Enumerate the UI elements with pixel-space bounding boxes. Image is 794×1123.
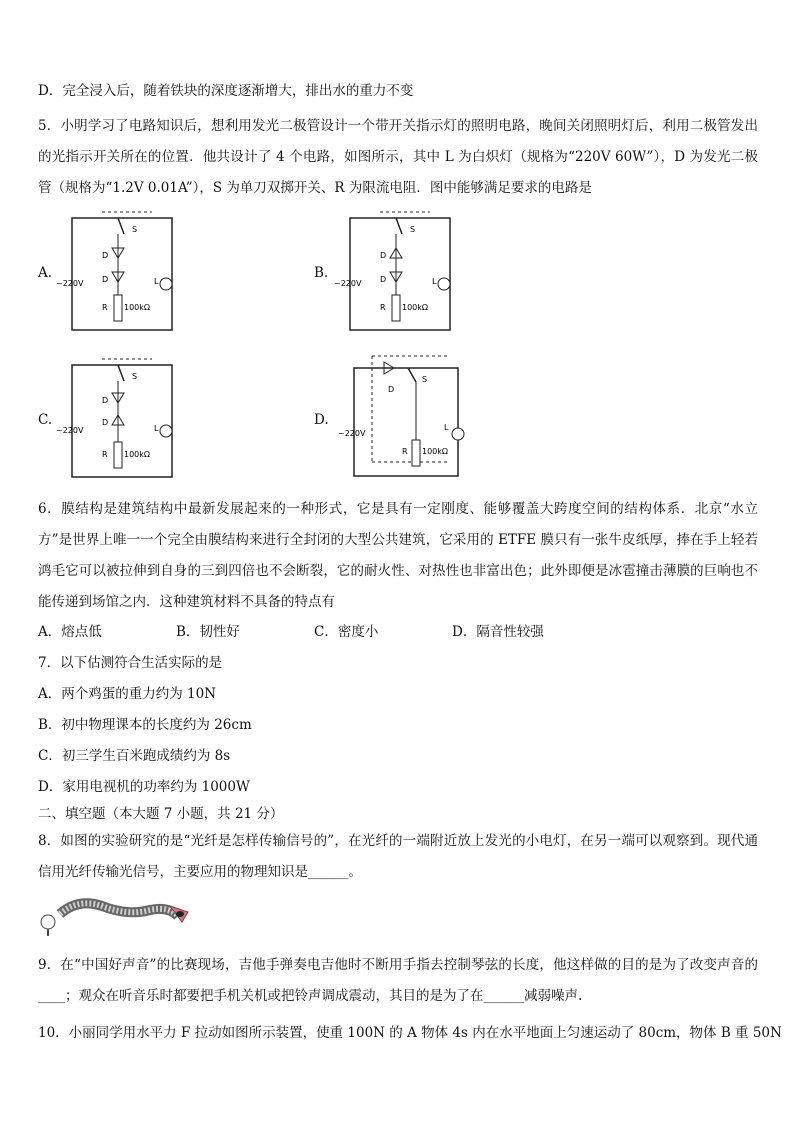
svg-text:L: L: [432, 277, 437, 286]
fiber-optic-illustration: [38, 892, 193, 940]
q5-option-d-label: D.: [314, 412, 329, 428]
q7-question-text: 7．以下估测符合生活实际的是: [38, 655, 223, 671]
q7-option-b: B．初中物理课本的长度约为 26cm: [38, 717, 252, 733]
q7-option-d: D．家用电视机的功率约为 1000W: [38, 779, 250, 795]
svg-text:S: S: [422, 375, 428, 384]
q10-question-text: 10．小丽同学用水平力 F 拉动如图所示装置，使重 100N 的 A 物体 4s 内在水平地面上匀速运动了 80cm，物体 B 重 50N: [38, 1025, 782, 1041]
svg-text:100kΩ: 100kΩ: [422, 447, 449, 456]
svg-text:~220V: ~220V: [56, 279, 84, 288]
svg-text:L: L: [154, 277, 159, 286]
svg-text:D: D: [102, 275, 109, 284]
svg-text:R: R: [102, 303, 108, 312]
q5-question-text: 5．小明学习了电路知识后，想利用发光二极管设计一个带开关指示灯的照明电路，晚间关闭照明灯后，利用二极管发出的光指示开关所在的位置．他共设计了 4 个电路，如图所示，其中 L 为白炽灯（规格为“220V 60W”），D 为发光二极管（规格为“1.2V 0.01A”），S 为单刀双掷开关、R 为限流电阻．图中能够满足要求的电路是: [38, 118, 758, 196]
svg-text:D: D: [380, 275, 387, 284]
svg-text:~220V: ~220V: [334, 279, 362, 288]
circuit-diagram-d: [340, 352, 465, 482]
q6-option-b: B．韧性好: [176, 624, 240, 640]
svg-text:D: D: [380, 251, 387, 260]
svg-text:L: L: [154, 424, 159, 433]
svg-text:100kΩ: 100kΩ: [402, 303, 429, 312]
q7-option-c: C．初三学生百米跑成绩约为 8s: [38, 748, 231, 764]
q6-options: [38, 623, 544, 641]
svg-text:S: S: [132, 225, 138, 234]
svg-text:D: D: [102, 396, 109, 405]
q5-option-a-label: A.: [38, 265, 53, 281]
svg-text:~220V: ~220V: [56, 426, 84, 435]
q8-question-text: 8．如图的实验研究的是“光纤是怎样传输信号的”，在光纤的一端附近放上发光的小电灯，在另一端可以观察到。现代通信用光纤传输光信号，主要应用的物理知识是______。: [38, 833, 758, 880]
svg-text:D: D: [102, 418, 109, 427]
q6-option-c: C．密度小: [314, 624, 379, 640]
svg-text:~220V: ~220V: [338, 429, 366, 438]
q6-question-text: 6．膜结构是建筑结构中最新发展起来的一种形式，它是具有一定刚度、能够覆盖大跨度空间的结构体系．北京“水立方”是世界上唯一一个完全由膜结构来进行全封闭的大型公共建筑，它采用的 ETFE 膜只有一张牛皮纸厚，捧在手上轻若鸿毛它可以被拉伸到自身的三到四倍也不会断裂，它的耐火性、对热性也非富出色；此外即便是冰雹撞击薄膜的巨响也不能传递到场馆之内．这种建筑材料不具备的特点有: [38, 501, 758, 610]
svg-text:D: D: [102, 251, 109, 260]
svg-text:R: R: [102, 450, 108, 459]
svg-text:100kΩ: 100kΩ: [124, 450, 151, 459]
svg-text:L: L: [444, 423, 449, 432]
q4-option-d: D．完全浸入后，随着铁块的深度逐渐增大，排出水的重力不变: [38, 83, 414, 99]
q6-option-d: D．隔音性较强: [452, 624, 544, 640]
svg-text:100kΩ: 100kΩ: [124, 303, 151, 312]
svg-text:D: D: [388, 385, 395, 394]
circuit-diagram-a: [56, 210, 182, 335]
q9-question-text: 9．在“中国好声音”的比赛现场，吉他手弹奏电吉他时不断用手指去控制琴弦的长度，他这样做的目的是为了改变声音的____；观众在听音乐时都要把手机关机或把铃声调成震动，其目的是为了在______减弱噪声.: [38, 957, 758, 1004]
q6-option-a: A．熔点低: [38, 624, 102, 640]
circuit-diagram-b: [334, 210, 460, 335]
svg-text:S: S: [132, 372, 138, 381]
q7-option-a: A．两个鸡蛋的重力约为 10N: [38, 686, 217, 702]
svg-text:R: R: [402, 447, 408, 456]
svg-text:R: R: [380, 303, 386, 312]
svg-text:S: S: [410, 225, 416, 234]
q5-option-c-label: C.: [38, 412, 53, 428]
q5-option-b-label: B.: [314, 265, 329, 281]
circuit-diagram-c: [56, 357, 182, 482]
section-title: 二、填空题（本大题 7 小题，共 21 分）: [38, 806, 284, 822]
